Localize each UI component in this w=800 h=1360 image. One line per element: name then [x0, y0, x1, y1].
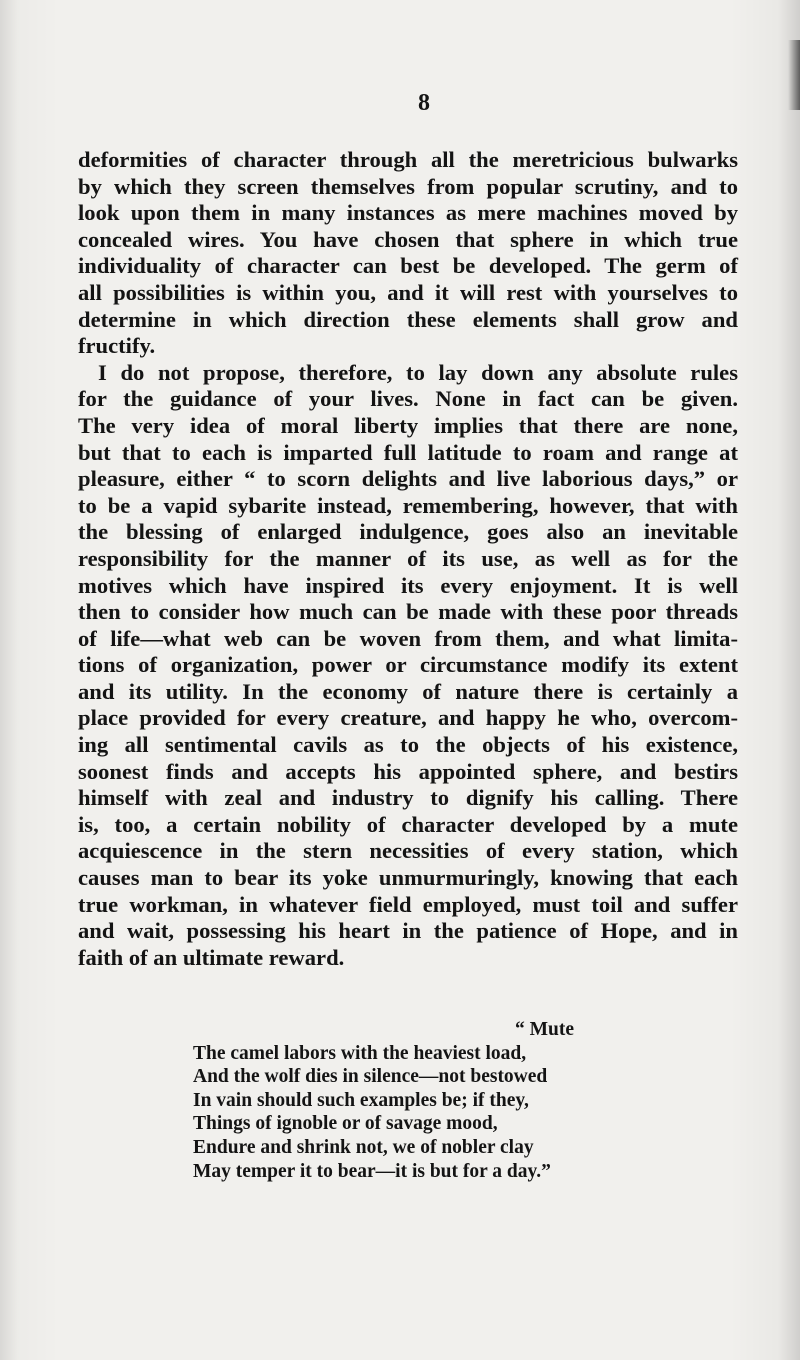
- text-line: causes man to bear its yoke unmurmuringly, knowing that each: [78, 865, 738, 891]
- text-line: by which they screen themselves from popular scrutiny, and to: [78, 173, 738, 199]
- poem-line: “ Mute: [515, 1019, 575, 1040]
- text-line: determine in which direction these elements shall grow and: [78, 306, 738, 332]
- text-line: is, too, a certain nobility of character developed by a mute: [78, 811, 738, 837]
- text-line: to be a vapid sybarite instead, remembering, however, that with: [78, 492, 738, 518]
- text-line: motives which have inspired its every enjoyment. It is well: [78, 572, 738, 598]
- text-line: for the guidance of your lives. None in fact can be given.: [78, 386, 738, 412]
- text-line: soonest finds and accepts his appointed sphere, and bestirs: [78, 758, 738, 784]
- text-line: himself with zeal and industry to dignify his calling. There: [78, 785, 738, 811]
- text-line: tions of organization, power or circumstance modify its extent: [78, 652, 738, 678]
- text-line: the blessing of enlarged indulgence, goes also an inevitable: [78, 519, 738, 545]
- text-line: concealed wires. You have chosen that sphere in which true: [78, 226, 738, 252]
- poem-quotation: [193, 1018, 653, 1183]
- text-line: fructify.: [78, 333, 156, 359]
- text-line: all possibilities is within you, and it will rest with yourselves to: [78, 279, 738, 305]
- text-line: individuality of character can best be developed. The germ of: [78, 253, 738, 279]
- poem-line: The camel labors with the heaviest load,: [193, 1042, 527, 1064]
- text-line: ing all sentimental cavils as to the objects of his existence,: [78, 732, 738, 758]
- text-line: then to consider how much can be made with these poor threads: [78, 599, 738, 625]
- text-line: look upon them in many instances as mere machines moved by: [78, 200, 738, 226]
- text-line: place provided for every creature, and happy he who, overcom-: [78, 705, 738, 731]
- text-line: I do not propose, therefore, to lay down any absolute rules: [98, 359, 738, 385]
- page-edge-shadow: [788, 40, 800, 110]
- text-line: acquiescence in the stern necessities of every station, which: [78, 838, 738, 864]
- page-number: 8: [418, 90, 431, 116]
- text-line: responsibility for the manner of its use, as well as for the: [78, 545, 738, 571]
- poem-line: Things of ignoble or of savage mood,: [193, 1113, 498, 1135]
- text-line: pleasure, either “ to scorn delights and live laborious days,” or: [78, 466, 738, 492]
- text-line: and its utility. In the economy of nature there is certainly a: [78, 678, 738, 704]
- text-line: of life—what web can be woven from them, and what limita-: [78, 625, 738, 651]
- text-line: deformities of character through all the meretricious bulwarks: [78, 147, 738, 172]
- poem-line: In vain should such examples be; if they,: [193, 1089, 529, 1111]
- text-line: faith of an ultimate reward.: [78, 944, 345, 970]
- poem-line: Endure and shrink not, we of nobler clay: [193, 1136, 534, 1158]
- poem-line: May temper it to bear—it is but for a day.”: [193, 1160, 551, 1182]
- text-line: true workman, in whatever field employed, must toil and suffer: [78, 891, 738, 917]
- body-text: [78, 147, 738, 971]
- text-line: and wait, possessing his heart in the patience of Hope, and in: [78, 918, 738, 944]
- text-line: The very idea of moral liberty implies that there are none,: [78, 412, 738, 438]
- text-line: but that to each is imparted full latitude to roam and range at: [78, 439, 738, 465]
- poem-line: And the wolf dies in silence—not bestowed: [193, 1066, 548, 1088]
